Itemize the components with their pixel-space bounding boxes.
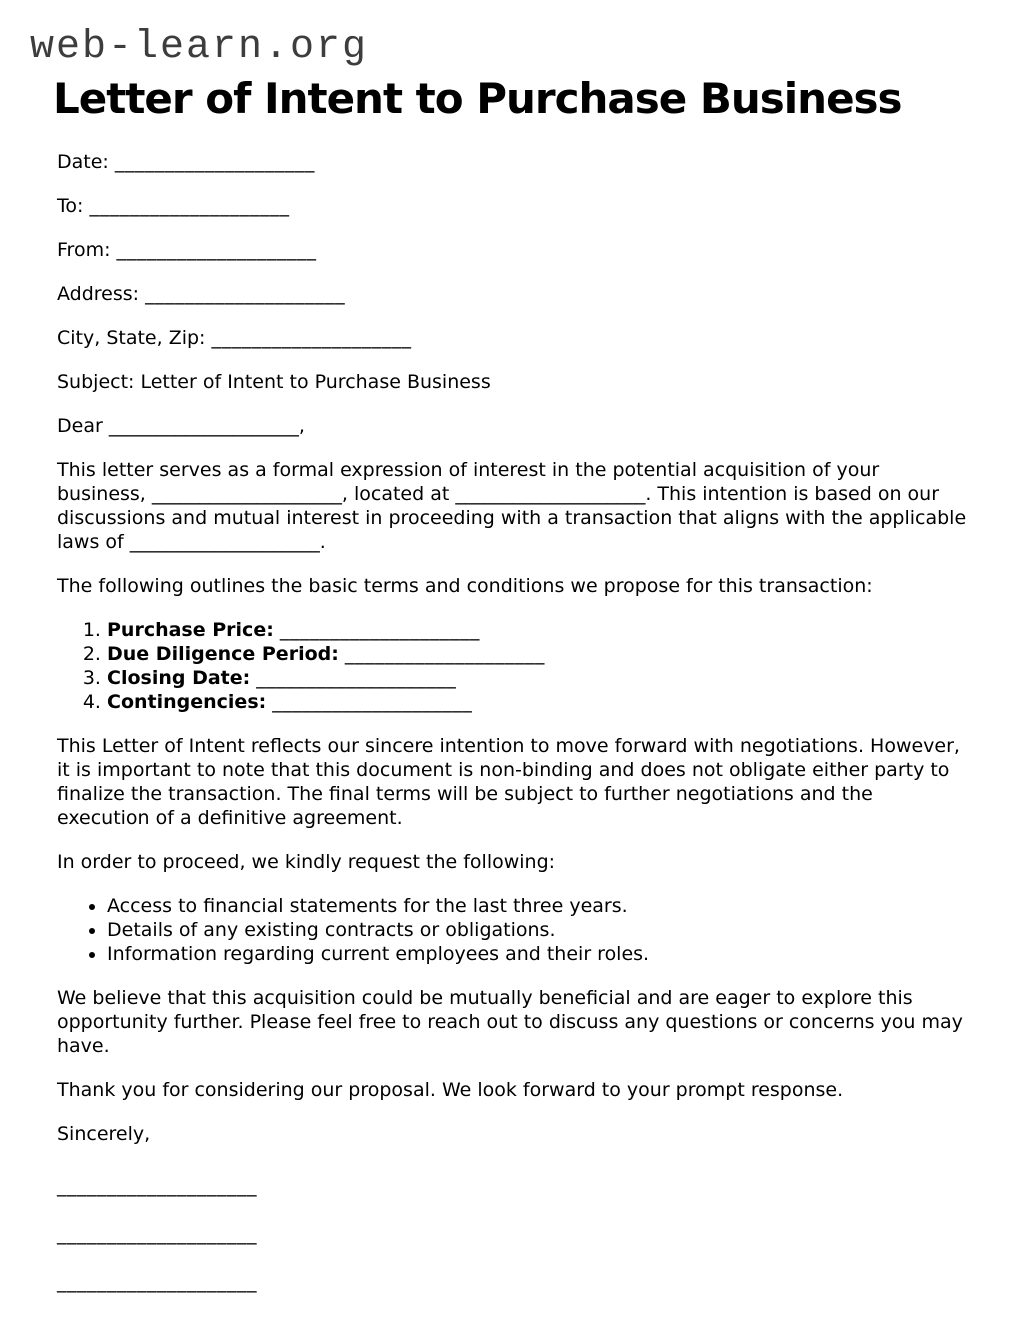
field-label-date: Date:	[57, 151, 109, 173]
paragraph-non-binding: This Letter of Intent reflects our sincere intention to move forward with negotiations. However, it is important to note that this document is non-binding and does not obligate either party to finalize the transaction. The final terms will be subject to further negotiations and the execution of a definitive agreement.	[57, 735, 960, 829]
request-item-contracts: • Details of any existing contracts or obligations.	[107, 918, 967, 942]
paragraph-request-intro: In order to proceed, we kindly request the following:	[57, 851, 556, 873]
term-item-contingencies	[107, 690, 967, 714]
term-blank-purchase-price: ____________________	[279, 619, 480, 641]
request-item-employees: • Information regarding current employees and their roles.	[107, 942, 967, 966]
paragraph-closing: We believe that this acquisition could be mutually beneficial and are eager to explore this opportunity further. Please feel free to reach out to discuss any questions or concerns you may have.	[57, 987, 963, 1057]
paragraph-terms-intro: The following outlines the basic terms and conditions we propose for this transaction:	[57, 575, 873, 597]
term-label-contingencies: Contingencies:	[107, 691, 267, 713]
request-item-financial-statements: • Access to financial statements for the last three years.	[107, 894, 967, 918]
site-logo: web-learn.org	[30, 25, 369, 70]
field-label-from: From:	[57, 239, 111, 261]
field-blank-address: ____________________	[145, 283, 346, 305]
field-label-city-state-zip: City, State, Zip:	[57, 327, 206, 349]
signature-block	[57, 1174, 967, 1294]
paragraph-thanks: Thank you for considering our proposal. We look forward to your prompt response.	[57, 1079, 844, 1101]
term-item-due-diligence	[107, 642, 967, 666]
field-line-address	[57, 282, 967, 306]
requests-list	[57, 894, 967, 966]
field-label-to: To:	[57, 195, 84, 217]
field-blank-from: ____________________	[116, 239, 317, 261]
terms-list	[57, 618, 967, 714]
page-title: Letter of Intent to Purchase Business	[53, 74, 902, 123]
term-label-purchase-price: Purchase Price:	[107, 619, 274, 641]
term-blank-contingencies: ____________________	[272, 691, 473, 713]
field-line-from	[57, 238, 967, 262]
term-item-closing-date	[107, 666, 967, 690]
salutation: Dear ____________________,	[57, 415, 305, 437]
field-line-city-state-zip	[57, 326, 967, 350]
term-label-closing-date: Closing Date:	[107, 667, 251, 689]
field-blank-date: ____________________	[114, 151, 315, 173]
field-line-date	[57, 150, 967, 174]
field-blank-city-state-zip: ____________________	[211, 327, 412, 349]
term-blank-closing-date: ____________________	[256, 667, 457, 689]
field-label-address: Address:	[57, 283, 140, 305]
field-blank-to: ____________________	[89, 195, 290, 217]
term-label-due-diligence: Due Diligence Period:	[107, 643, 339, 665]
term-blank-due-diligence: ____________________	[344, 643, 545, 665]
field-line-to	[57, 194, 967, 218]
signoff: Sincerely,	[57, 1123, 151, 1145]
subject-line: Subject: Letter of Intent to Purchase Business	[57, 371, 491, 393]
signature-line: ____________________	[57, 1271, 257, 1293]
signature-line: ____________________	[57, 1175, 257, 1197]
term-item-purchase-price	[107, 618, 967, 642]
signature-line: ____________________	[57, 1223, 257, 1245]
paragraph-intro: This letter serves as a formal expression of interest in the potential acquisition of your business, ____________________, located at ____________________. This intention is based on our discussions and mutual interest in proceeding with a transaction that aligns with the applicable laws of ____________________.	[57, 459, 967, 553]
